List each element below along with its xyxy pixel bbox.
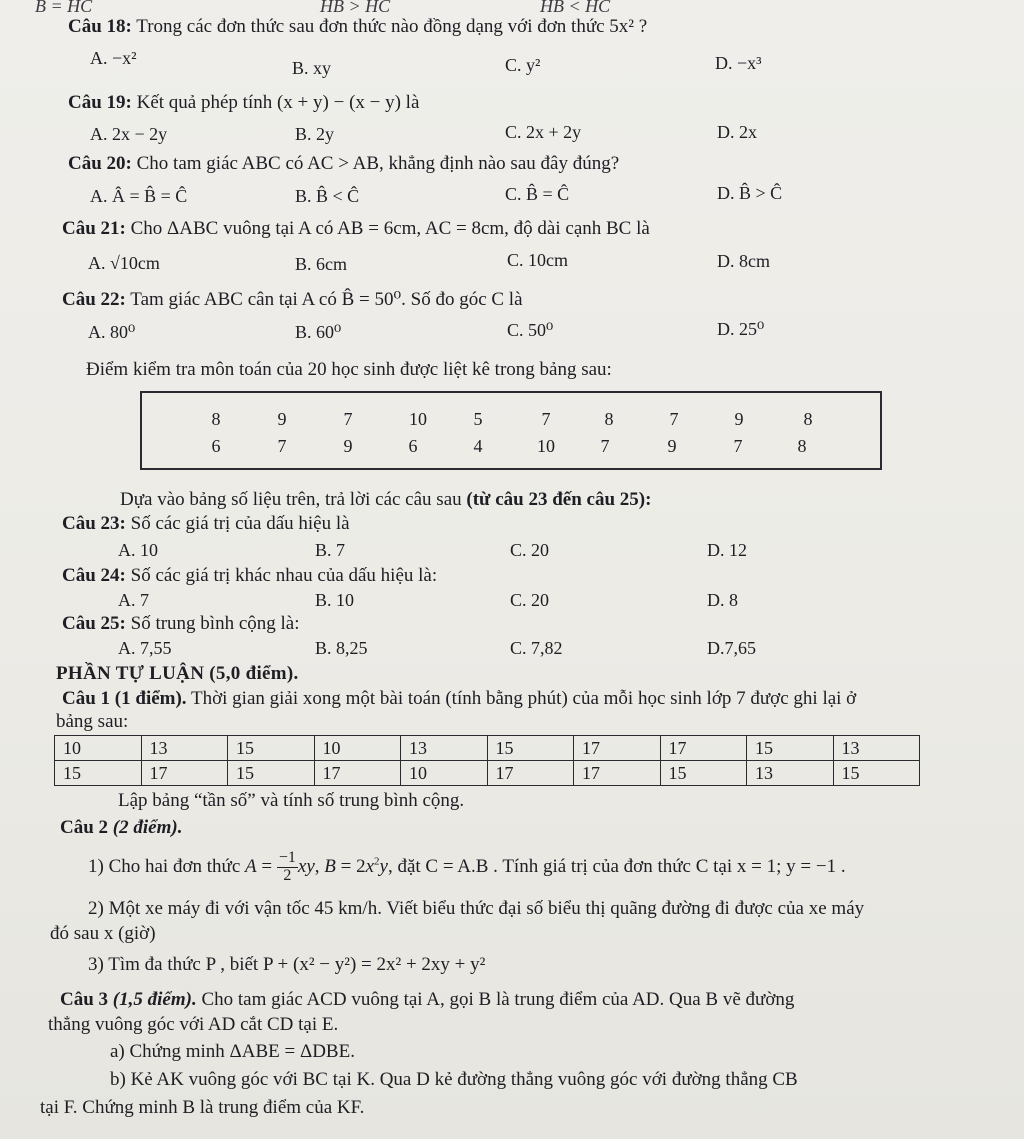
question-label: Câu 2 xyxy=(60,817,109,838)
question-label: Câu 19: xyxy=(68,92,132,113)
question-text: Số trung bình cộng là: xyxy=(130,613,300,634)
option-c: C. 2x + 2y xyxy=(505,122,582,142)
question-text: Số các giá trị của dấu hiệu là xyxy=(130,513,350,534)
part-1-prefix: 1) Cho hai đơn thức xyxy=(88,856,246,877)
essay-3-part-b: b) Kẻ AK vuông góc với BC tại K. Qua D kẻ đường thẳng vuông góc với đường thẳng CB xyxy=(110,1069,798,1090)
score-cell: 9 xyxy=(343,436,353,456)
score-cell: 8 xyxy=(803,409,813,429)
header-fragment: HB > HC xyxy=(320,0,391,16)
option-a: A. √10cm xyxy=(88,253,160,273)
essay-question-1 xyxy=(62,688,856,710)
score-cell: 6 xyxy=(211,436,221,456)
question-text: Cho tam giác ACD vuông tại A, gọi B là trung điểm của AD. Qua B vẽ đường xyxy=(201,989,795,1010)
question-text: Trong các đơn thức sau đơn thức nào đồng dạng với đơn thức 5x² ? xyxy=(136,16,648,37)
table-cell: 15 xyxy=(747,736,834,761)
header-fragment: B = HC xyxy=(35,0,93,16)
option-a: A. 10 xyxy=(118,540,158,560)
essay-section-heading: PHẦN TỰ LUẬN (5,0 điểm). xyxy=(56,663,299,684)
option-b: B. 10 xyxy=(315,590,355,610)
header-fragment: HB < HC xyxy=(540,0,611,16)
question-label: Câu 24: xyxy=(62,565,126,586)
option-d: D. −x³ xyxy=(715,53,762,73)
option-c: C. 20 xyxy=(510,540,550,560)
option-a: A. Â = B̂ = Ĉ xyxy=(90,186,188,206)
table-cell: 13 xyxy=(833,736,920,761)
question-points: (1,5 điểm). xyxy=(108,989,197,1010)
score-cell: 8 xyxy=(797,436,807,456)
option-b: B. 60⁰ xyxy=(295,322,342,342)
essay-3-part-a: a) Chứng minh ΔABE = ΔDBE. xyxy=(110,1041,355,1062)
table-cell: 17 xyxy=(314,761,401,786)
question-label: Câu 20: xyxy=(68,153,132,174)
score-cell: 7 xyxy=(733,436,743,456)
question-text: Kết quả phép tính (x + y) − (x − y) là xyxy=(136,92,420,113)
option-c: C. y² xyxy=(505,55,541,75)
question-20 xyxy=(68,153,619,175)
formula-xy: xy xyxy=(297,856,315,877)
table-row xyxy=(55,736,920,761)
question-label: Câu 23: xyxy=(62,513,126,534)
table-cell: 13 xyxy=(401,736,488,761)
option-c: C. 10cm xyxy=(507,250,568,270)
question-24 xyxy=(62,565,437,587)
option-a: A. 7 xyxy=(118,590,149,610)
table-cell: 15 xyxy=(55,761,142,786)
question-text: Số các giá trị khác nhau của dấu hiệu là: xyxy=(130,565,438,586)
table-cell: 10 xyxy=(401,761,488,786)
option-c: C. 7,82 xyxy=(510,638,563,658)
question-label: Câu 3 xyxy=(60,989,109,1010)
table-cell: 15 xyxy=(487,736,574,761)
score-cell: 8 xyxy=(604,409,614,429)
question-label: Câu 22: xyxy=(62,289,126,310)
score-cell: 7 xyxy=(277,436,287,456)
option-d: D. 2x xyxy=(717,122,757,142)
essay-question-3 xyxy=(60,989,794,1011)
option-d: D. 12 xyxy=(707,540,747,560)
scores-prompt xyxy=(120,489,651,511)
essay-2-part-2: 2) Một xe máy đi với vận tốc 45 km/h. Viết biểu thức đại số biểu thị quãng đường đi được của xe máy xyxy=(88,898,865,919)
score-cell: 6 xyxy=(408,436,418,456)
option-c: C. 50⁰ xyxy=(507,320,554,340)
question-text: Thời gian giải xong một bài toán (tính bằng phút) của mỗi học sinh lớp 7 được ghi lại ở xyxy=(190,688,857,709)
table-cell: 17 xyxy=(141,761,228,786)
formula-a-lhs: A xyxy=(245,856,257,877)
scores-intro: Điểm kiểm tra môn toán của 20 học sinh được liệt kê trong bảng sau: xyxy=(86,359,612,380)
score-cell: 7 xyxy=(541,409,551,429)
question-label: Câu 21: xyxy=(62,218,126,239)
score-cell: 10 xyxy=(409,409,427,429)
essay-question-2 xyxy=(60,817,182,839)
essay-3-part-b-cont: tại F. Chứng minh B là trung điểm của KF. xyxy=(40,1097,365,1118)
essay-question-3-cont: thẳng vuông góc với AD cắt CD tại E. xyxy=(48,1014,339,1035)
part-1-suffix: , đặt C = A.B . Tính giá trị của đơn thức C tại x = 1; y = −1 . xyxy=(387,856,846,877)
option-a: A. 2x − 2y xyxy=(90,124,168,144)
score-cell: 10 xyxy=(537,436,555,456)
question-22 xyxy=(62,288,523,311)
table-cell: 17 xyxy=(574,736,661,761)
table-cell: 17 xyxy=(487,761,574,786)
question-points: (1 điểm). xyxy=(110,688,187,709)
question-text: Cho ΔABC vuông tại A có AB = 6cm, AC = 8cm, độ dài cạnh BC là xyxy=(130,218,650,239)
option-b: B. 2y xyxy=(295,124,335,144)
question-18 xyxy=(68,16,647,38)
table-cell: 10 xyxy=(55,736,142,761)
option-d: D. 25⁰ xyxy=(717,319,765,339)
essay-question-1-cont: bảng sau: xyxy=(56,711,129,732)
time-table xyxy=(54,735,920,786)
option-a: A. −x² xyxy=(90,48,137,68)
essay-2-part-3: 3) Tìm đa thức P , biết P + (x² − y²) = 2x² + 2xy + y² xyxy=(88,954,486,975)
question-label: Câu 25: xyxy=(62,613,126,634)
option-c: C. B̂ = Ĉ xyxy=(505,184,570,204)
table-cell: 17 xyxy=(574,761,661,786)
score-cell: 5 xyxy=(473,409,483,429)
option-d: D.7,65 xyxy=(707,638,756,658)
option-b: B. 7 xyxy=(315,540,346,560)
score-cell: 8 xyxy=(211,409,221,429)
option-d: D. 8 xyxy=(707,590,738,610)
question-label: Câu 1 xyxy=(62,688,111,709)
table-cell: 17 xyxy=(660,736,747,761)
question-25 xyxy=(62,613,300,635)
essay-2-part-2-cont: đó sau x (giờ) xyxy=(50,923,156,944)
table-cell: 13 xyxy=(141,736,228,761)
question-text: Cho tam giác ABC có AC > AB, khẳng định nào sau đây đúng? xyxy=(136,153,620,174)
score-cell: 9 xyxy=(667,436,677,456)
score-cell: 9 xyxy=(277,409,287,429)
table-cell: 15 xyxy=(660,761,747,786)
score-cell: 7 xyxy=(669,409,679,429)
option-b: B. 8,25 xyxy=(315,638,368,658)
table-cell: 15 xyxy=(228,736,315,761)
table-row xyxy=(55,761,920,786)
option-b: B. 6cm xyxy=(295,254,347,274)
scores-table xyxy=(140,391,882,470)
option-d: D. 8cm xyxy=(717,251,770,271)
fraction-neg-one-half: $\frac{-1}{2}$ xyxy=(278,849,296,885)
option-a: A. 7,55 xyxy=(118,638,172,658)
formula-b: B xyxy=(324,856,336,877)
score-cell: 4 xyxy=(473,436,483,456)
question-21 xyxy=(62,218,650,240)
question-label: Câu 18: xyxy=(68,16,132,37)
scores-prompt-text: Dựa vào bảng số liệu trên, trả lời các câu sau xyxy=(120,489,467,510)
table-cell: 15 xyxy=(833,761,920,786)
score-cell: 7 xyxy=(600,436,610,456)
option-b: B. B̂ < Ĉ xyxy=(295,186,360,206)
score-cell: 9 xyxy=(734,409,744,429)
option-d: D. B̂ > Ĉ xyxy=(717,183,783,203)
scores-prompt-range: (từ câu 23 đến câu 25): xyxy=(466,489,652,510)
table-cell: 10 xyxy=(314,736,401,761)
essay-1-task: Lập bảng “tần số” và tính số trung bình cộng. xyxy=(118,790,465,811)
option-a: A. 80⁰ xyxy=(88,322,136,342)
option-c: C. 20 xyxy=(510,590,550,610)
question-23 xyxy=(62,513,350,535)
option-b: B. xy xyxy=(292,58,332,78)
question-text: Tam giác ABC cân tại A có B̂ = 50⁰. Số đo góc C là xyxy=(130,289,523,310)
question-19 xyxy=(68,92,419,114)
question-points: (2 điểm). xyxy=(108,817,183,838)
table-cell: 13 xyxy=(747,761,834,786)
essay-2-part-1: 1) Cho hai đơn thức A = $\frac{-1}{2}$ xy, $B = 2x^2y$, đặt C = A.B . Tính giá trị của đơn thức C tại x = 1; y = −1 . xyxy=(88,849,846,885)
table-cell: 15 xyxy=(228,761,315,786)
score-cell: 7 xyxy=(343,409,353,429)
